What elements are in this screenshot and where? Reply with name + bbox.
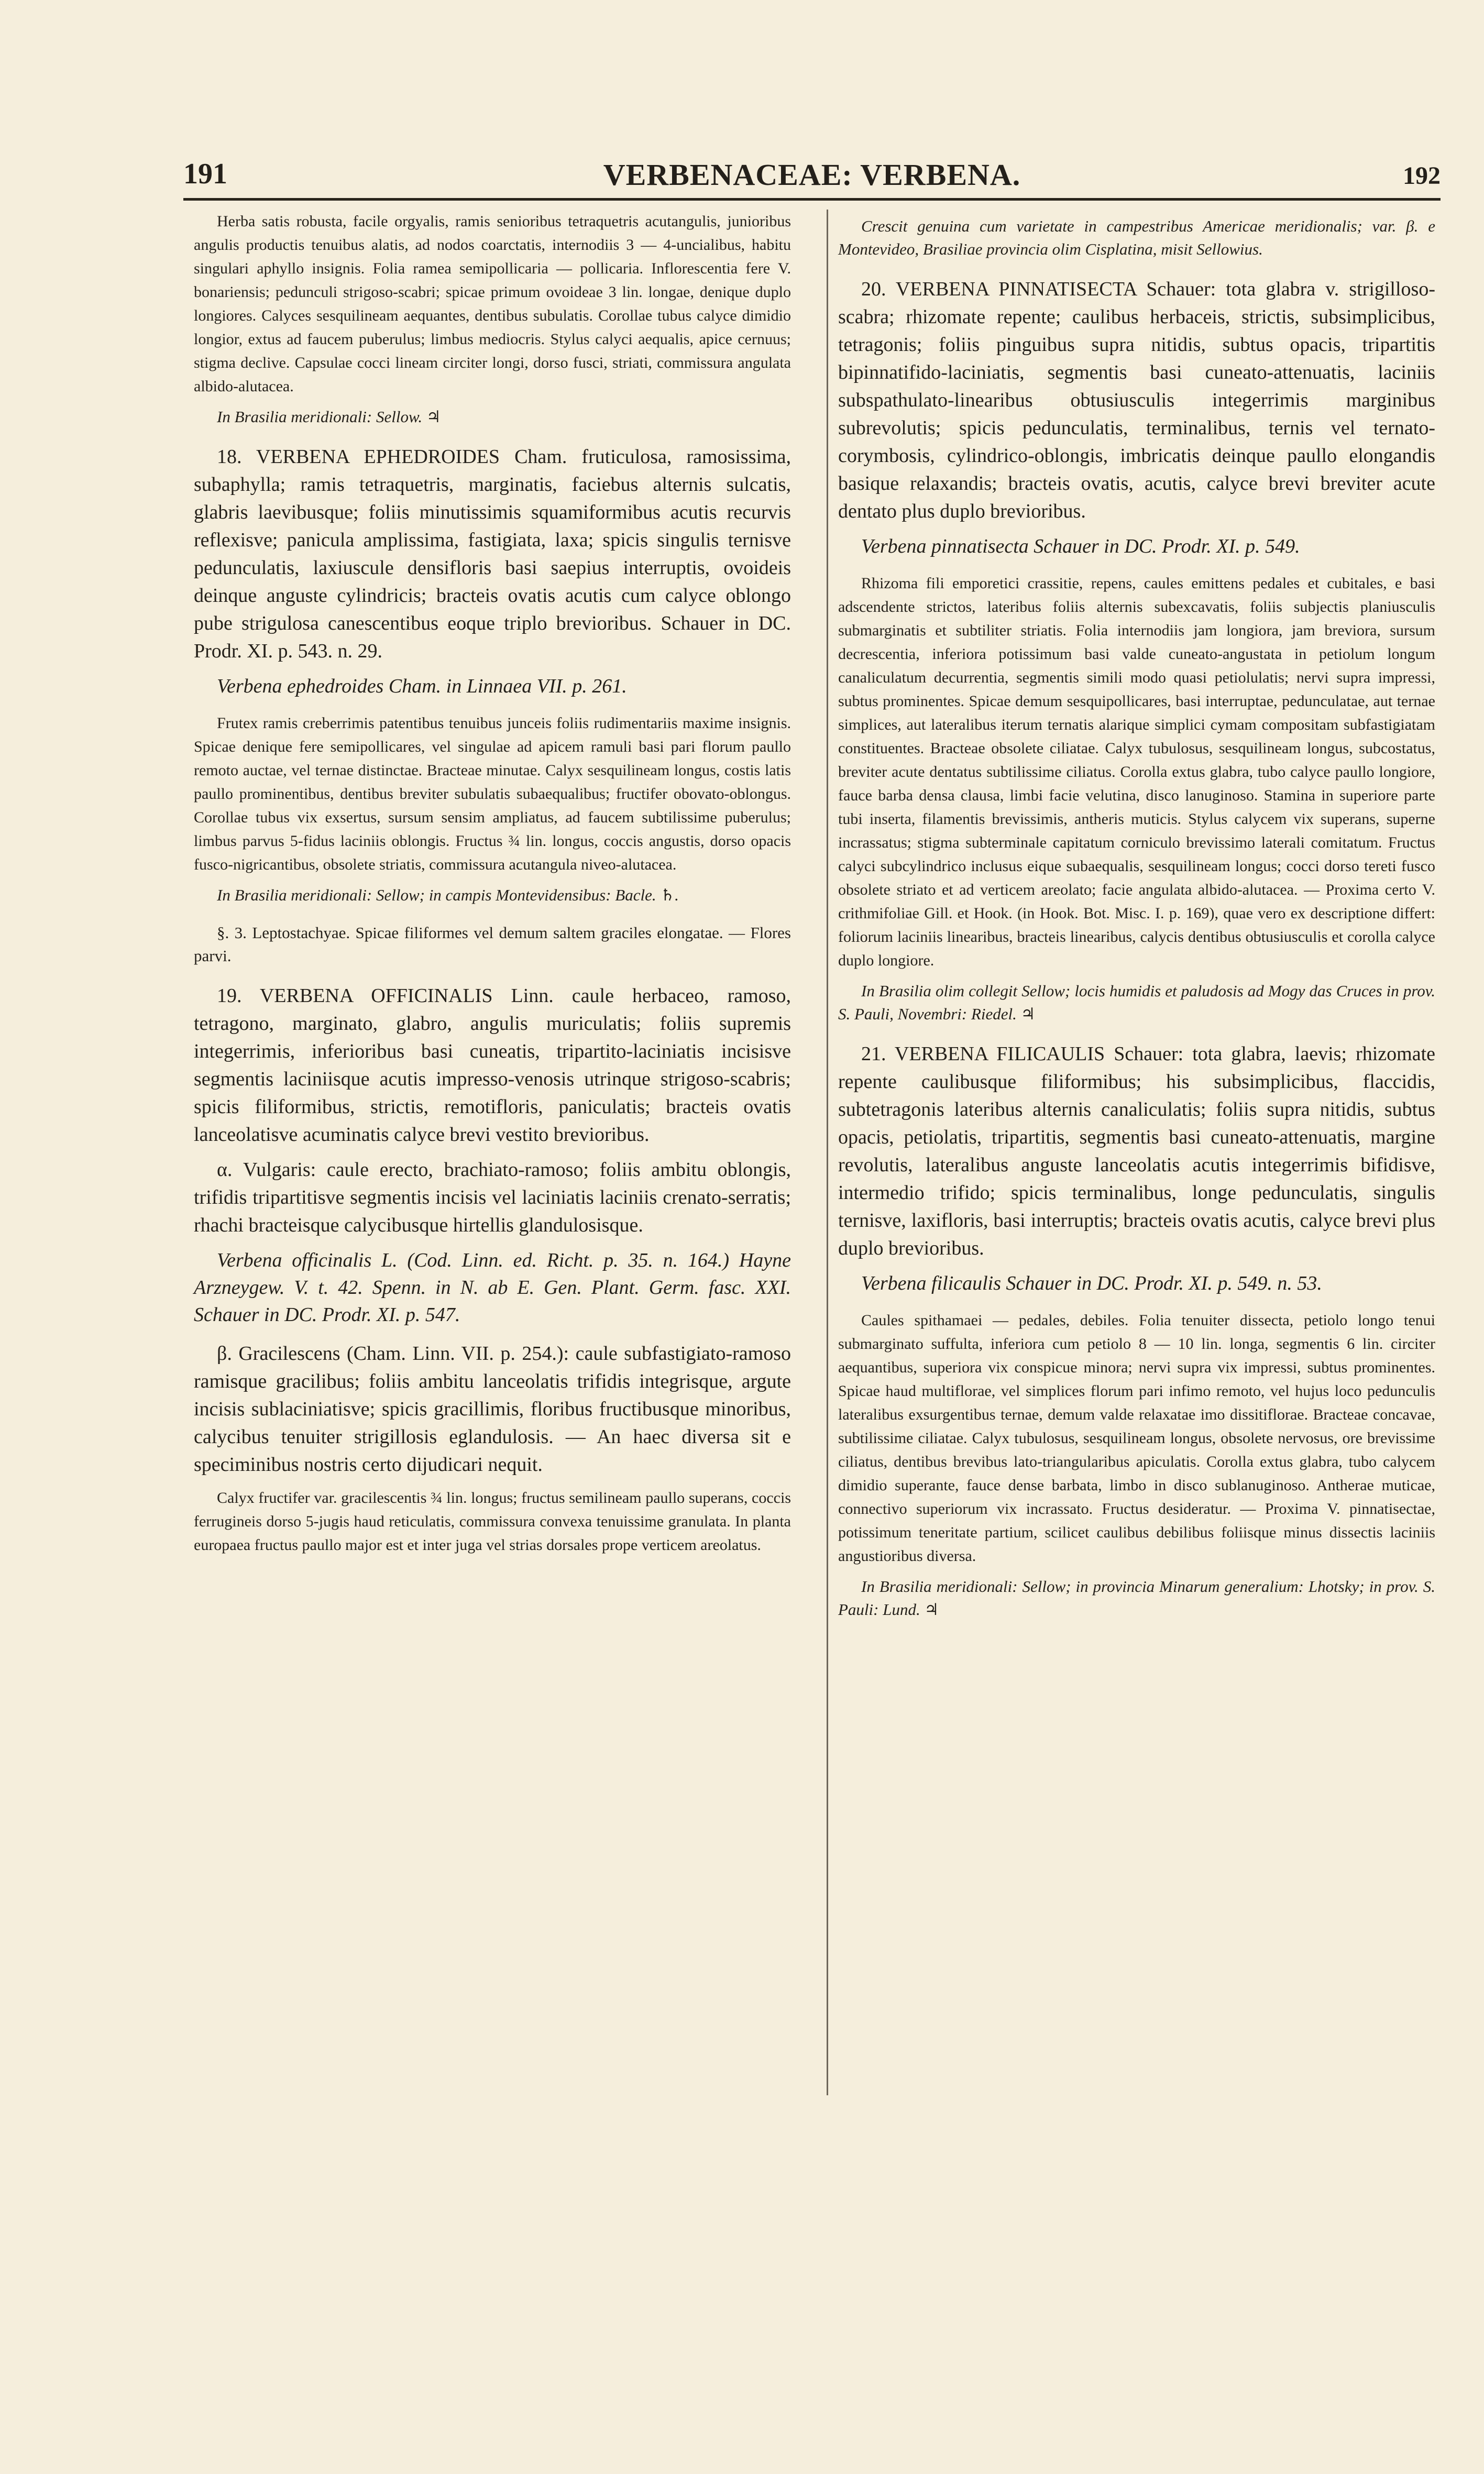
locality-line: Crescit genuina cum varietate in campestribus Americae meridionalis; var. β. e Montevideo, Brasiliae provincia olim Cisplatina, misit Sellowius. [838, 217, 1435, 258]
variety-beta: β. Gracilescens (Cham. Linn. VII. p. 254.): caule subfastigiato-ramoso ramisque gracilibus; foliis ambitu lanceolatis trifidis integrisque, argute incisis sublaciniatisve; spicis gracillimis, floribus fructibusque minoribus, calycibus tenuiter strigillosis eglandulosis. — An haec diversa sit e speciminibus nostris certo dijudicari nequit. [194, 1343, 791, 1476]
locality-line: In Brasilia meridionali: Sellow; in campis Montevidensibus: Bacle. ♄. [217, 886, 679, 904]
header-rule [183, 198, 1441, 201]
synonym-line: Verbena filicaulis Schauer in DC. Prodr. XI. p. 549. n. 53. [861, 1272, 1322, 1294]
page-number-left: 191 [183, 158, 227, 190]
description-paragraph: Caules spithamaei — pedales, debiles. Folia tenuiter dissecta, petiolo longo tenui submarginato suffulta, inferiora cum petiolo 8 — 10 lin. longa, segmentis 6 lin. circiter aequantibus, superiora vix conspicue minora; nervi supra vix impressi, subtus prominentes. Spicae haud multiflorae, vel simplices florum pari infimo remoto, vel hujus loco pedunculis lateralibus exsurgentibus ternae, demum valde relaxatae imo dissitiflorae. Bracteae concavae, subtilissime ciliatae. Calyx tubulosus, sesquilineam longus, obsolete nervosus, ore brevissime ciliatus, dentibus brevibus lato-triangularibus apiculatis. Corolla extus glabra, tubo calycem dimidio superante, fauce dense barbata, limbo in disco sublanuginoso. Antherae muticae, connectivo superiorum vix incrassato. Fructus desideratur. — Proxima V. pinnatisectae, potissimum teneritate partium, scilicet caulibus debilibus foliisque minus dissectis laciniis angustioribus diversa. [838, 1312, 1435, 1565]
right-column [838, 210, 1435, 1636]
page-number-right: 192 [1403, 162, 1441, 190]
column-divider [827, 210, 828, 2095]
left-column [194, 210, 791, 1564]
locality-line: In Brasilia meridionali: Sellow; in provincia Minarum generalium: Lhotsky; in prov. S. Pauli: Lund. ♃ [838, 1577, 1435, 1619]
synonym-line: Verbena officinalis L. (Cod. Linn. ed. Richt. p. 35. n. 164.) Hayne Arzneygew. V. t. 42. Spenn. in N. ab E. Gen. Plant. Germ. fasc. XXI. Schauer in DC. Prodr. XI. p. 547. [194, 1249, 791, 1326]
running-title: VERBENACEAE: VERBENA. [603, 158, 1021, 192]
description-paragraph: Rhizoma fili emporetici crassitie, repens, caules emittens pedales et cubitales, e basi adscendente strictos, lateribus foliis alternis subexcavatis, foliis subjectis planiusculis submarginatis et subtiliter striatis. Folia internodiis jam longiora, jam breviora, sursum decrescentia, inferiora potissimum basi valde cuneato-angustata in petiolum longum canaliculatum decurrentia, segmentis simili modo quasi petiolulatis; nervi supra impressi, subtus prominentes. Spicae demum sesquipollicares, basi interruptae, pedunculatae, aut ternae simplices, aut lateralibus iterum ternatis alarique simplici cymam compositam subfastigiatam constituentes. Bracteae obsolete ciliatae. Calyx tubulosus, sesquilineam longus, subcostatus, breviter acute dentatus subtilissime ciliatus. Corolla extus glabra, tubo calyce paullo longiore, fauce barba densa clausa, limbi facie velutina, disco lanuginoso. Stamina in superiore parte tubi inserta, filamentis brevissimis, antheris muticis. Stylus calycem vix superans, superne incrassatus; stigma subterminale capitatum corniculo brevissimo laterali comitatum. Fructus calyci subcylindrico inclusus eique subaequalis, sesquilineam longus; cocci dorso tereti fusco obsolete striato et ad verticem areolato; facie angulata albido-alutacea. — Proxima certo V. crithmifoliae Gill. et Hook. (in Hook. Bot. Misc. I. p. 169), quae vero ex descriptione differt: foliorum laciniis linearibus, bracteis linearibus, calycis dentibus obtusiusculis et corolla calyce duplo longiore. [838, 575, 1435, 969]
species-diagnosis-21: 21. VERBENA FILICAULIS Schauer: tota glabra, laevis; rhizomate repente caulibusque filiformibus; his subsimplicibus, flaccidis, subtetragonis lateribus alternis canaliculatis; foliis supra nitidis, subtus opacis, petiolatis, tripartitis, segmentis basi cuneato-attenuatis, margine revolutis, lateralibus anguste lanceolatis acutis integerrimis bifidisve, intermedio trifido; spicis terminalibus, longe pedunculatis, singulis ternisve, laxifloris, basi interruptis; bracteis ovatis acutis, calyce brevi plus duplo brevioribus. [838, 1043, 1435, 1259]
synonym-line: Verbena ephedroides Cham. in Linnaea VII. p. 261. [217, 675, 627, 697]
section-heading: §. 3. Leptostachyae. Spicae filiformes vel demum saltem graciles elongatae. — Flores parvi. [194, 923, 791, 965]
page-header [183, 157, 1441, 199]
locality-line: In Brasilia meridionali: Sellow. ♃ [217, 408, 441, 426]
species-diagnosis-18: 18. VERBENA EPHEDROIDES Cham. fruticulosa, ramosissima, subaphylla; ramis tetraquetris, marginatis, faciebus alternis sulcatis, glabris laevibusque; foliis minutissimis squamiformibus acutis recurvis reflexisve; panicula amplissima, fastigiata, laxa; spicis singulis ternisve pedunculatis, laxiuscule densifloris basi saepius interruptis, ovoideis deinque anguste cylindricis; bracteis ovatis acutis cum calyce oblongo pube strigulosa canescentibus eoque triplo brevioribus. Schauer in DC. Prodr. XI. p. 543. n. 29. [194, 446, 791, 662]
species-diagnosis-19: 19. VERBENA OFFICINALIS Linn. caule herbaceo, ramoso, tetragono, marginato, glabro, angulis muriculatis; foliis supremis integerrimis, inferioribus basi cuneatis, tripartito-laciniatis incisisve segmentis laciniisque acutis impresso-venosis utrinque strigoso-scabris; spicis filiformibus, strictis, remotifloris, paniculatis; bracteis ovatis lanceolatisve acuminatis calyce brevi vestito brevioribus. [194, 985, 791, 1146]
locality-line: In Brasilia olim collegit Sellow; locis humidis et paludosis ad Mogy das Cruces in prov. S. Pauli, Novembri: Riedel. ♃ [838, 982, 1435, 1023]
synonym-line: Verbena pinnatisecta Schauer in DC. Prodr. XI. p. 549. [861, 535, 1300, 557]
variety-alpha: α. Vulgaris: caule erecto, brachiato-ramoso; foliis ambitu oblongis, trifidis tripartitisve segmentis incisis vel laciniatis laciniis crenato-serratis; rhachi bracteisque calycibusque hirtellis glandulosisque. [194, 1159, 791, 1236]
description-paragraph: Calyx fructifer var. gracilescentis ¾ lin. longus; fructus semilineam paullo superans, coccis ferrugineis dorso 5-jugis haud reticulatis, commissura convexa tenuissime granulata. In planta europaea fructus paullo major est et inter juga vel strias dorsales prope verticem areolatus. [194, 1489, 791, 1554]
description-paragraph: Herba satis robusta, facile orgyalis, ramis senioribus tetraquetris acutangulis, junioribus angulis productis tenuibus alatis, ad nodos coarctatis, internodiis 3 — 4-uncialibus, habitu singulari aphyllo insignis. Folia ramea semipollicaria — pollicaria. Inflorescentia fere V. bonariensis; pedunculi strigoso-scabri; spicae primum ovoideae 3 lin. longae, denique duplo longiores. Calyces sesquilineam aequantes, dentibus subulatis. Corollae tubus calyce dimidio longior, extus ad faucem puberulus; limbus mediocris. Stylus calyci aequalis, apice cernuus; stigma declive. Capsulae cocci lineam circiter longi, dorso fusci, striati, commissura angulata albido-alutacea. [194, 213, 791, 395]
species-diagnosis-20: 20. VERBENA PINNATISECTA Schauer: tota glabra v. strigilloso-scabra; rhizomate repente; caulibus herbaceis, strictis, subsimplicibus, tetragonis; foliis pinguibus supra nitidis, subtus opacis, tripartitis bipinnatifido-laciniatis, segmentis basi cuneato-attenuatis, laciniis subspathulato-linearibus obtusiusculis integerrimis marginibus subrevolutis; spicis pedunculatis, terminalibus, ternis vel ternato-corymbosis, cylindrico-oblongis, imbricatis deinque paullo elongandis basique relaxandis; bracteis ovatis, acutis, calyce brevi breviter acute dentato plus duplo brevioribus. [838, 278, 1435, 522]
description-paragraph: Frutex ramis creberrimis patentibus tenuibus junceis foliis rudimentariis maxime insignis. Spicae denique fere semipollicares, vel singulae ad apicem ramuli basi pari florum paullo remoto auctae, vel ternae distinctae. Bracteae minutae. Calyx sesquilineam longus, costis latis paullo prominentibus, dentibus breviter subulatis subaequalibus; fructifer obovato-oblongus. Corollae tubus vix exsertus, sursum sensim ampliatus, ad faucem subtilissime puberulus; limbus parvus 5-fidus laciniis oblongis. Fructus ¾ lin. longus, coccis angustis, dorso opacis fusco-nigricantibus, obsolete striatis, commissura acutangula niveo-alutacea. [194, 714, 791, 873]
